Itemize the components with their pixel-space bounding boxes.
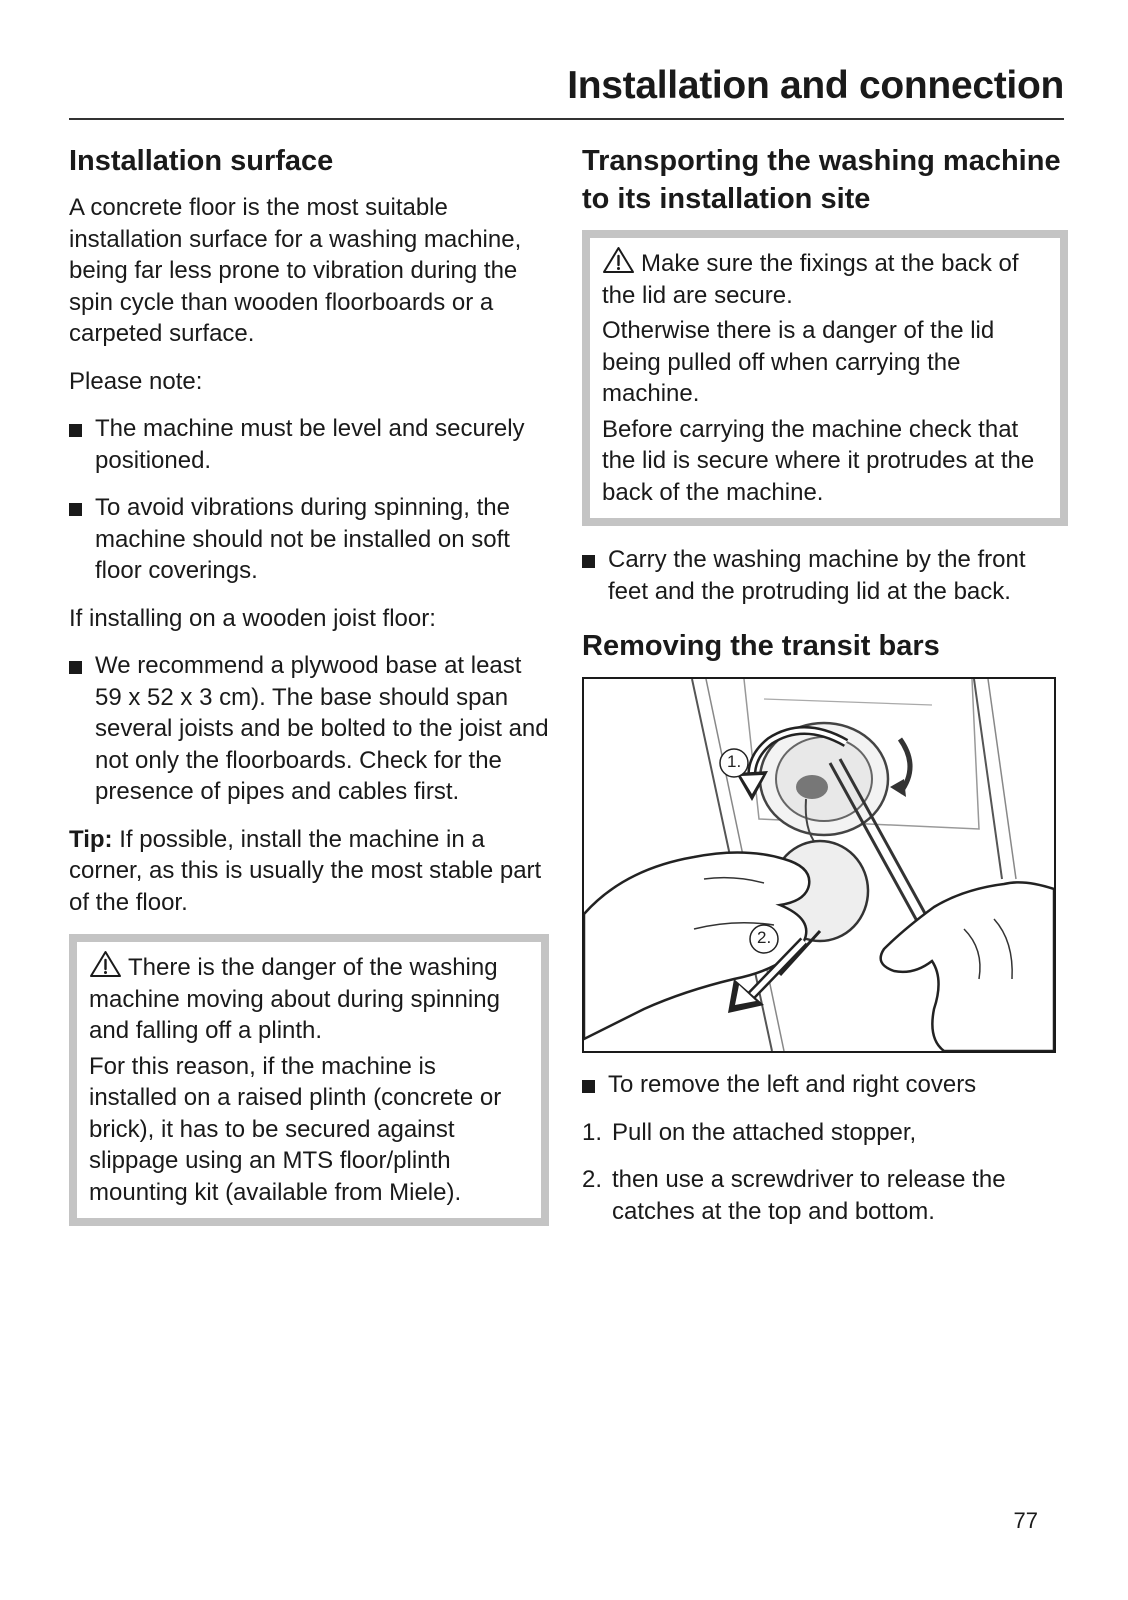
- warning-text: For this reason, if the machine is installed on a raised plinth (concrete or brick), it has to be secured against slippage using an MTS floor/plinth mounting kit (available from Miele).: [89, 1052, 502, 1206]
- bullet-text: We recommend a plywood base at least 59 x 52 x 3 cm). The base should span several joists and be bolted to the joist and not only the floorboards. Check for the presence of pipes and cables first.: [95, 652, 549, 805]
- bullet-text: To avoid vibrations during spinning, the machine should not be installed on soft floor coverings.: [95, 494, 510, 584]
- warning-text: Before carrying the machine check that the lid is secure where it protrudes at the back of the machine.: [602, 415, 1035, 506]
- tip-text: If possible, install the machine in a corner, as this is usually the most stable part of the floor.: [69, 825, 542, 916]
- joist-label: If installing on a wooden joist floor:: [69, 604, 436, 632]
- bullet-square-icon: [582, 1080, 595, 1093]
- right-column: [582, 142, 1068, 1243]
- warning-box: [69, 934, 549, 1226]
- step-1-label: 1.: [727, 752, 742, 771]
- illustration-drawing: [584, 679, 1054, 1051]
- page-number: 77: [1013, 1508, 1038, 1533]
- list-item: [582, 544, 1068, 607]
- bullet-text: The machine must be level and securely positioned.: [95, 415, 525, 474]
- header-divider: [69, 118, 1064, 120]
- list-item: [582, 1069, 1068, 1101]
- bullet-square-icon: [582, 555, 595, 568]
- list-item: [69, 650, 549, 808]
- step-number: 2.: [582, 1166, 603, 1193]
- note-label: Please note:: [69, 367, 203, 395]
- warning-text: There is the danger of the washing machine moving about during spinning and falling off a plinth.: [89, 954, 500, 1044]
- step-2-label: 2.: [757, 928, 772, 947]
- left-column: [69, 142, 549, 1244]
- step-number: 1.: [582, 1118, 603, 1146]
- step-text: then use a screwdriver to release the catches at the top and bottom.: [612, 1166, 1006, 1225]
- section-heading-installation-surface: Installation surface: [69, 145, 334, 177]
- numbered-step: [582, 1164, 1068, 1227]
- step-text: Pull on the attached stopper,: [612, 1118, 917, 1146]
- warning-text: Otherwise there is a danger of the lid being pulled off when carrying the machine.: [602, 317, 995, 407]
- list-item: [69, 492, 549, 587]
- intro-paragraph: A concrete floor is the most suitable installation surface for a washing machine, being far less prone to vibration during the spin cycle than wooden floorboards or a carpeted surface.: [69, 194, 522, 347]
- section-heading-transporting: Transporting the washing machine to its installation site: [582, 145, 1061, 215]
- bullet-square-icon: [69, 503, 82, 516]
- list-item: [69, 413, 549, 476]
- tip-label: Tip:: [69, 825, 113, 853]
- numbered-step: [582, 1117, 1068, 1149]
- warning-text: Make sure the fixings at the back of the lid are secure.: [602, 250, 1019, 309]
- transit-bar-removal-illustration: [582, 677, 1056, 1053]
- warning-triangle-icon: [89, 950, 122, 978]
- tip-paragraph: [69, 824, 549, 919]
- bullet-text: To remove the left and right covers: [608, 1071, 977, 1098]
- section-heading-transit-bars: Removing the transit bars: [582, 630, 940, 662]
- page-title: Installation and connection: [567, 64, 1064, 107]
- bullet-square-icon: [69, 661, 82, 674]
- bullet-square-icon: [69, 424, 82, 437]
- bullet-text: Carry the washing machine by the front feet and the protruding lid at the back.: [608, 546, 1026, 605]
- warning-triangle-icon: [602, 246, 635, 274]
- warning-box: [582, 230, 1068, 526]
